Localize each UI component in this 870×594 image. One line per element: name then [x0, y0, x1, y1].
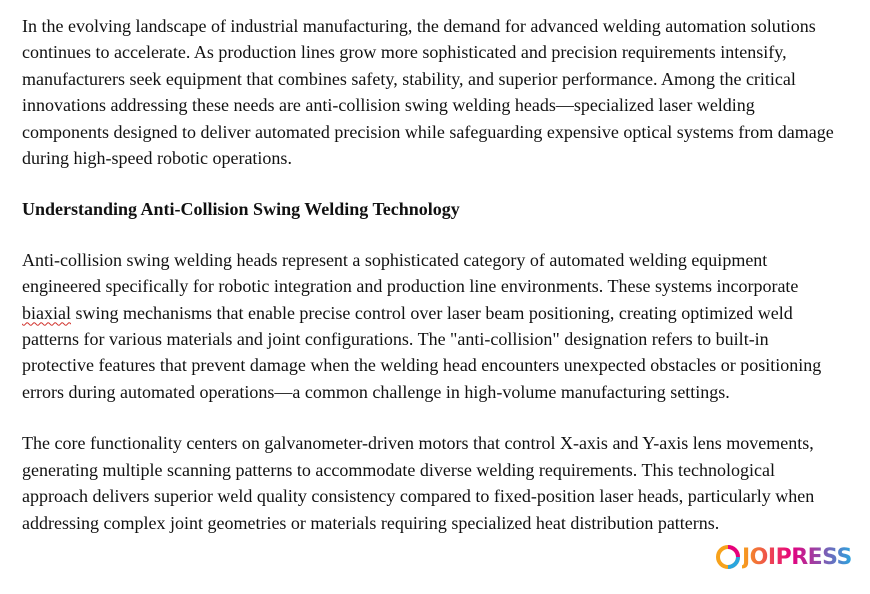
- technology-paragraph: [22, 247, 837, 405]
- spellcheck-flagged-word[interactable]: biaxial: [22, 302, 71, 323]
- functionality-paragraph: The core functionality centers on galvanometer-driven motors that control X-axis and Y-axis lens movements, generating multiple scanning patterns to accommodate diverse welding requirements. This technological approach delivers superior weld quality consistency compared to fixed-position laser heads, particularly when addressing complex joint geometries or materials requiring specialized heat distribution patterns.: [22, 433, 815, 533]
- document-body: [22, 13, 837, 561]
- intro-paragraph: In the evolving landscape of industrial manufacturing, the demand for advanced welding automation solutions continues to accelerate. As production lines grow more sophisticated and precision requirements intensify, manufacturers seek equipment that combines safety, stability, and superior performance. Among the critical innovations addressing these needs are anti-collision swing welding heads—specialized laser welding components designed to deliver automated precision while safeguarding expensive optical systems from damage during high-speed robotic operations.: [22, 16, 834, 169]
- watermark-o-icon: [715, 544, 742, 570]
- watermark-logo: [715, 540, 855, 574]
- section-heading: Understanding Anti-Collision Swing Welding Technology: [22, 199, 460, 220]
- watermark-text: JOIPRESS: [742, 544, 852, 570]
- paragraph-text-after: swing mechanisms that enable precise control over laser beam positioning, creating optimized weld patterns for various materials and joint configurations. The "anti-collision" designation refers to built-in protective features that prevent damage when the welding head encounters unexpected obstacles or positioning errors during automated operations—a common challenge in high-volume manufacturing settings.: [22, 302, 822, 402]
- paragraph-text-before: Anti-collision swing welding heads represent a sophisticated category of automated welding equipment engineered specifically for robotic integration and production line environments. These systems incorporate: [22, 249, 799, 297]
